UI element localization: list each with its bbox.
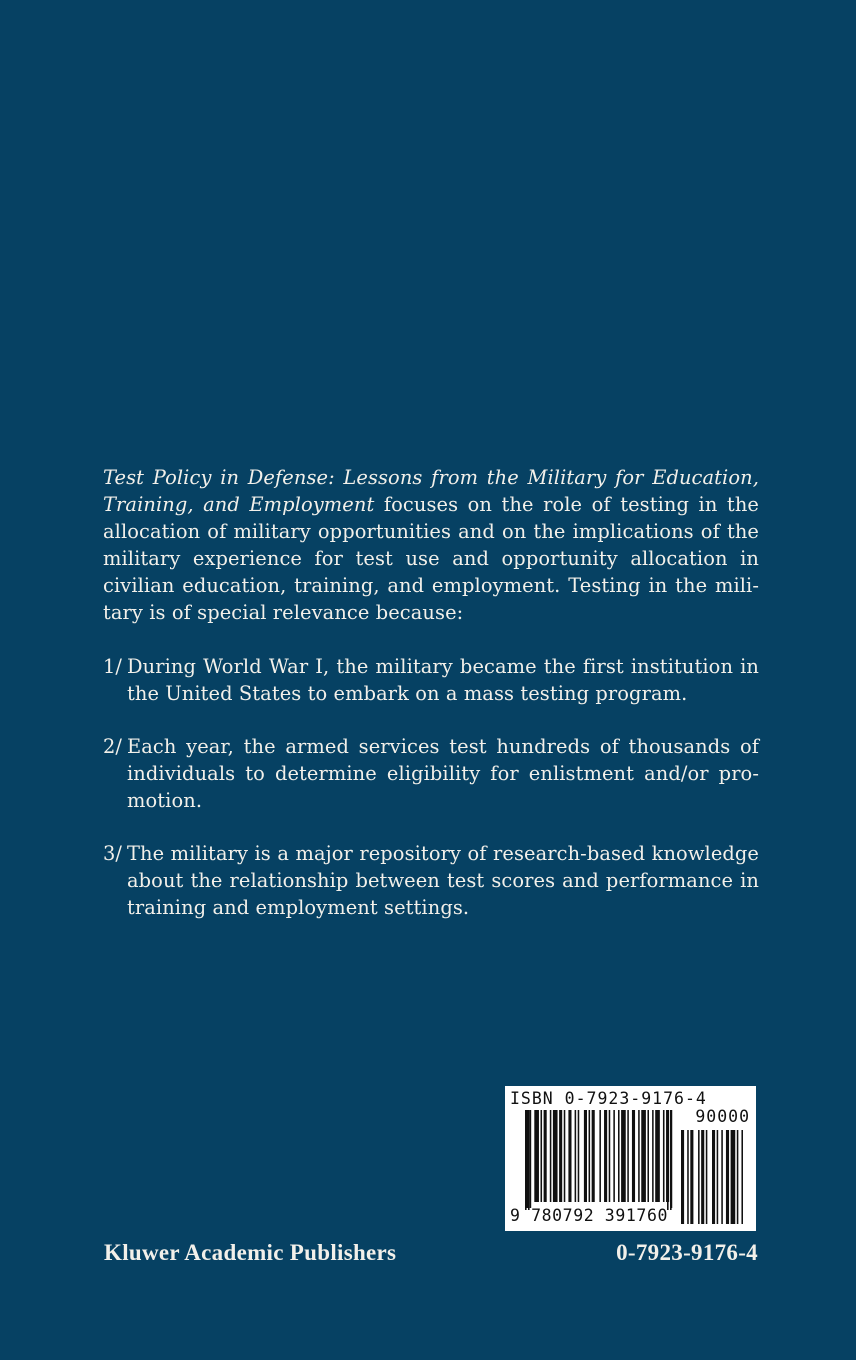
barcode-bar <box>544 1110 547 1202</box>
barcode-bar <box>564 1110 566 1202</box>
barcode-bar <box>627 1110 629 1202</box>
barcode-addon-bar <box>737 1130 739 1224</box>
barcode-bar <box>553 1110 558 1202</box>
barcode-addon-bar <box>687 1130 689 1224</box>
barcode-bar <box>575 1110 577 1202</box>
barcode-bar <box>559 1110 562 1202</box>
list-item-text: During World War I, the military became the first institution in the United States to embark on a mass testing program. <box>127 655 759 705</box>
barcode-guard-bar <box>525 1110 527 1210</box>
barcode-addon-bar <box>726 1130 729 1224</box>
barcode-addon-bar <box>721 1130 723 1224</box>
barcode-bar <box>578 1110 580 1202</box>
barcode-bar <box>618 1110 620 1202</box>
relevance-list <box>103 653 759 921</box>
barcode-bar <box>613 1110 615 1202</box>
list-item-number: 1/ <box>103 655 123 678</box>
barcode-bar <box>655 1110 660 1202</box>
barcode-bar <box>604 1110 607 1202</box>
barcode-bar <box>589 1110 591 1202</box>
barcode-addon-bar <box>712 1130 715 1224</box>
barcode-bar <box>647 1110 649 1202</box>
barcode-guard-bar <box>528 1110 530 1210</box>
list-item-text: The military is a major repository of research-based knowledge about the relationship between test scores and performance in training and employment settings. <box>127 842 759 919</box>
list-item <box>103 840 759 921</box>
barcode-addon-bar <box>717 1130 719 1224</box>
barcode-addon-bar <box>741 1130 743 1224</box>
barcode-addon-bar <box>731 1130 736 1224</box>
blurb-intro-paragraph <box>103 464 759 626</box>
list-item-text: Each year, the armed services test hundreds of thousands of individuals to determine eligibility for enlistment and/or pro-motion. <box>127 735 759 812</box>
blurb-intro-text: focuses on the role of testing in the allocation of military opportunities and on the implications of the military experience for test use and opportunity allocation in civilian education, training, and employment. Testing in the mili-tary is of special relevance because: <box>103 493 759 624</box>
book-title-italic: Test Policy in Defense: Lessons from the Military for Education, Training, and Employment <box>103 466 759 516</box>
barcode-bar <box>530 1110 532 1208</box>
barcode-bar <box>568 1110 571 1202</box>
barcode-guard-bar <box>667 1110 669 1210</box>
barcode-bar <box>652 1110 654 1202</box>
list-item-number: 3/ <box>103 842 123 865</box>
barcode-bar <box>584 1110 587 1202</box>
barcode-addon-bar <box>706 1130 708 1224</box>
barcode-isbn-label: ISBN 0-7923-9176-4 <box>510 1089 707 1108</box>
barcode-bar <box>541 1110 543 1202</box>
barcode-addon-bar <box>698 1130 700 1224</box>
barcode-bar <box>638 1110 640 1202</box>
list-item <box>103 653 759 707</box>
publisher-name: Kluwer Academic Publishers <box>104 1240 397 1265</box>
barcode-bar <box>663 1110 665 1202</box>
barcode-ean-digits: 9 780792 391760 <box>510 1206 669 1225</box>
list-item-number: 2/ <box>103 735 123 758</box>
barcode-bar <box>599 1110 601 1202</box>
barcode-bar <box>632 1110 635 1202</box>
barcode-bar <box>641 1110 646 1202</box>
barcode-guard-bar <box>670 1110 672 1210</box>
barcode-addon-bar <box>681 1130 684 1224</box>
barcode-addon-bar <box>701 1130 704 1224</box>
barcode-bar <box>621 1110 626 1202</box>
barcode-bar <box>592 1110 595 1202</box>
barcode-bar <box>609 1110 611 1202</box>
isbn-barcode <box>505 1086 756 1231</box>
cover-blurb <box>103 464 759 947</box>
footer-isbn: 0-7923-9176-4 <box>616 1240 758 1265</box>
barcode-bar <box>550 1110 552 1202</box>
barcode-bar <box>534 1110 539 1202</box>
barcode-price-code: 90000 <box>695 1107 750 1126</box>
barcode-addon-bar <box>690 1130 693 1224</box>
list-item <box>103 733 759 814</box>
